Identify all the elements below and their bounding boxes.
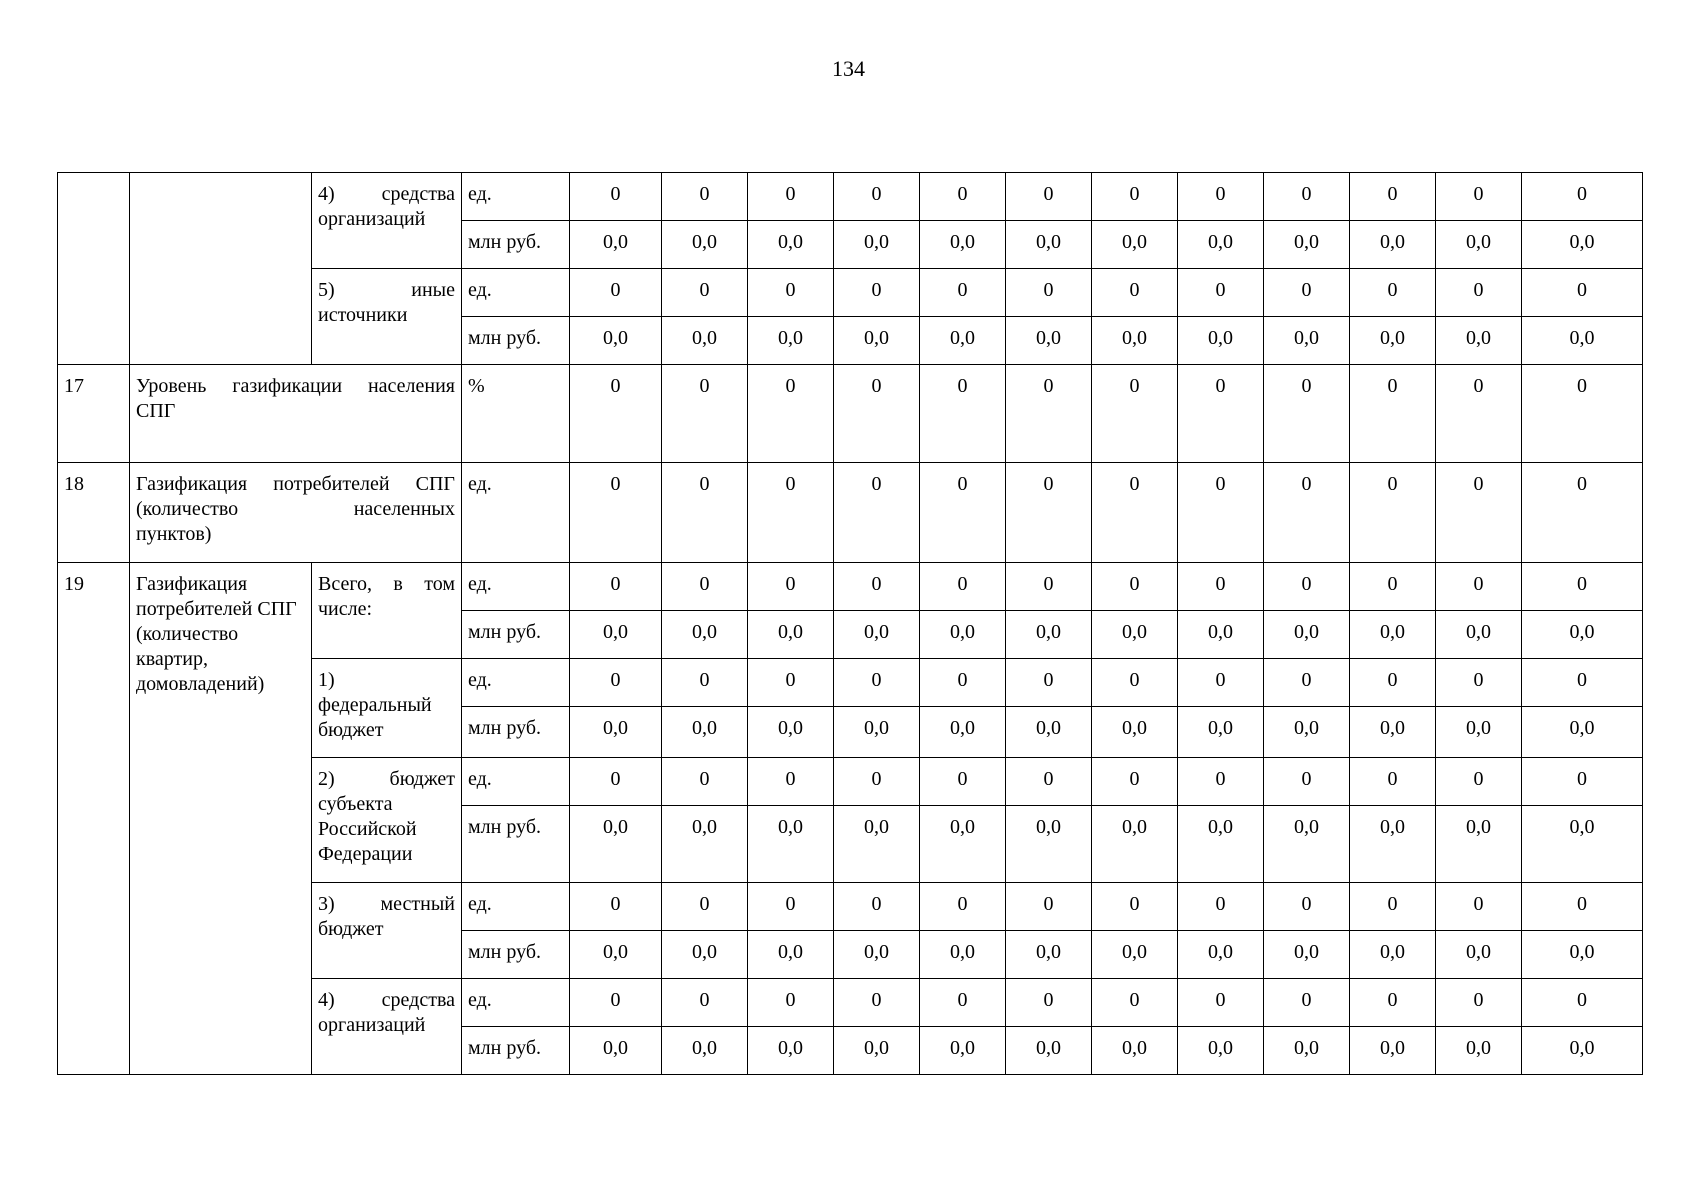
value-cell: 0,0: [1092, 611, 1178, 659]
value-cell: 0: [1350, 979, 1436, 1027]
value-cell: 0: [662, 173, 748, 221]
value-cell: 0: [1006, 758, 1092, 806]
value-cell: 0: [1522, 758, 1643, 806]
value-cell: 0: [570, 883, 662, 931]
value-cell: 0: [834, 563, 920, 611]
unit-cell: ед.: [462, 659, 570, 707]
value-cell: 0,0: [1092, 806, 1178, 883]
value-cell: 0,0: [1006, 707, 1092, 758]
value-cell: 0,0: [834, 707, 920, 758]
value-cell: 0,0: [570, 806, 662, 883]
value-cell: 0,0: [1006, 806, 1092, 883]
unit-cell: ед.: [462, 173, 570, 221]
value-cell: 0,0: [662, 1027, 748, 1075]
source-label: 5) иные: [318, 279, 455, 301]
value-cell: 0,0: [920, 931, 1006, 979]
source-label: организаций: [318, 1014, 426, 1036]
value-cell: 0,0: [1178, 611, 1264, 659]
row-number-cell: 19: [58, 563, 130, 1075]
unit-cell: млн руб.: [462, 221, 570, 269]
indicator-cell: [130, 173, 312, 365]
value-cell: 0,0: [1350, 806, 1436, 883]
value-cell: 0,0: [1006, 317, 1092, 365]
unit-cell: млн руб.: [462, 611, 570, 659]
source-cell: [312, 883, 462, 979]
value-cell: 0: [1006, 659, 1092, 707]
value-cell: 0,0: [748, 221, 834, 269]
source-cell: [312, 758, 462, 883]
table-row: [58, 563, 1643, 611]
indicator-label: пунктов): [136, 523, 212, 545]
source-cell: [312, 269, 462, 365]
value-cell: 0,0: [570, 1027, 662, 1075]
value-cell: 0,0: [1178, 806, 1264, 883]
value-cell: 0: [1178, 883, 1264, 931]
indicator-cell: Уровень газификации населения СПГ: [130, 365, 462, 463]
value-cell: 0,0: [1264, 221, 1350, 269]
value-cell: 0,0: [1092, 931, 1178, 979]
source-label: субъекта Российской Федерации: [318, 793, 417, 865]
value-cell: 0,0: [1264, 707, 1350, 758]
value-cell: 0,0: [570, 611, 662, 659]
value-cell: 0: [1092, 659, 1178, 707]
value-cell: 0: [1178, 979, 1264, 1027]
value-cell: 0: [834, 979, 920, 1027]
value-cell: 0,0: [748, 317, 834, 365]
source-label: организаций: [318, 208, 426, 230]
value-cell: 0,0: [1006, 611, 1092, 659]
value-cell: 0: [1350, 365, 1436, 463]
value-cell: 0: [570, 173, 662, 221]
row-number-cell: [58, 173, 130, 365]
value-cell: 0,0: [662, 221, 748, 269]
value-cell: 0: [1436, 979, 1522, 1027]
value-cell: 0,0: [1436, 931, 1522, 979]
value-cell: 0,0: [834, 611, 920, 659]
value-cell: 0: [1350, 269, 1436, 317]
value-cell: 0,0: [920, 611, 1006, 659]
value-cell: 0: [1436, 563, 1522, 611]
value-cell: 0: [1522, 365, 1643, 463]
value-cell: 0: [1264, 463, 1350, 563]
value-cell: 0: [1264, 563, 1350, 611]
value-cell: 0,0: [834, 806, 920, 883]
value-cell: 0: [570, 463, 662, 563]
value-cell: 0: [1264, 173, 1350, 221]
unit-cell: ед.: [462, 979, 570, 1027]
row-number-cell: 17: [58, 365, 130, 463]
value-cell: 0,0: [1436, 707, 1522, 758]
source-label: бюджет: [318, 719, 384, 741]
value-cell: 0,0: [1092, 317, 1178, 365]
value-cell: 0,0: [1006, 1027, 1092, 1075]
value-cell: 0,0: [1006, 221, 1092, 269]
value-cell: 0: [748, 365, 834, 463]
unit-cell: %: [462, 365, 570, 463]
value-cell: 0: [1006, 979, 1092, 1027]
value-cell: 0,0: [570, 931, 662, 979]
value-cell: 0,0: [748, 611, 834, 659]
value-cell: 0: [1006, 173, 1092, 221]
page-number: 134: [832, 56, 865, 81]
value-cell: 0: [1436, 659, 1522, 707]
value-cell: 0,0: [1264, 931, 1350, 979]
value-cell: 0: [1006, 269, 1092, 317]
value-cell: 0: [920, 463, 1006, 563]
value-cell: 0,0: [748, 931, 834, 979]
value-cell: 0: [920, 563, 1006, 611]
value-cell: 0,0: [570, 317, 662, 365]
value-cell: 0: [1178, 173, 1264, 221]
value-cell: 0: [1092, 365, 1178, 463]
table-row: [58, 365, 1643, 463]
source-cell: [312, 659, 462, 758]
value-cell: 0: [1006, 463, 1092, 563]
value-cell: 0: [662, 979, 748, 1027]
indicator-table: [57, 172, 1643, 1075]
unit-cell: ед.: [462, 269, 570, 317]
value-cell: 0: [1350, 659, 1436, 707]
value-cell: 0: [662, 269, 748, 317]
value-cell: 0: [748, 173, 834, 221]
value-cell: 0,0: [1092, 1027, 1178, 1075]
value-cell: 0,0: [662, 317, 748, 365]
value-cell: 0,0: [1350, 1027, 1436, 1075]
value-cell: 0: [920, 269, 1006, 317]
value-cell: 0,0: [1264, 806, 1350, 883]
value-cell: 0: [570, 979, 662, 1027]
value-cell: 0: [748, 463, 834, 563]
value-cell: 0,0: [1436, 221, 1522, 269]
value-cell: 0,0: [1350, 317, 1436, 365]
value-cell: 0,0: [1092, 707, 1178, 758]
value-cell: 0: [748, 563, 834, 611]
value-cell: 0: [1522, 563, 1643, 611]
value-cell: 0: [1092, 463, 1178, 563]
value-cell: 0: [1436, 883, 1522, 931]
value-cell: 0: [920, 979, 1006, 1027]
value-cell: 0: [1006, 883, 1092, 931]
source-label: 3) местный: [318, 893, 455, 915]
value-cell: 0,0: [1178, 317, 1264, 365]
value-cell: 0,0: [834, 317, 920, 365]
value-cell: 0,0: [570, 707, 662, 758]
value-cell: 0,0: [920, 806, 1006, 883]
value-cell: 0: [920, 659, 1006, 707]
source-label: 1): [318, 669, 335, 691]
indicator-cell: Газификация потребителей СПГ (количество квартир, домовладений): [130, 563, 312, 1075]
value-cell: 0,0: [1264, 611, 1350, 659]
value-cell: 0: [920, 758, 1006, 806]
value-cell: 0,0: [1436, 806, 1522, 883]
value-cell: 0: [1522, 979, 1643, 1027]
value-cell: 0,0: [1178, 221, 1264, 269]
value-cell: 0,0: [1092, 221, 1178, 269]
unit-cell: млн руб.: [462, 317, 570, 365]
unit-cell: млн руб.: [462, 1027, 570, 1075]
value-cell: 0: [1178, 758, 1264, 806]
value-cell: 0,0: [1522, 806, 1643, 883]
value-cell: 0: [662, 563, 748, 611]
value-cell: 0: [1350, 463, 1436, 563]
value-cell: 0,0: [1436, 317, 1522, 365]
value-cell: 0: [748, 979, 834, 1027]
value-cell: 0: [662, 463, 748, 563]
value-cell: 0,0: [1178, 1027, 1264, 1075]
value-cell: 0: [748, 659, 834, 707]
source-label: 4) средства: [318, 989, 455, 1011]
value-cell: 0: [920, 883, 1006, 931]
value-cell: 0,0: [1350, 707, 1436, 758]
value-cell: 0: [1092, 979, 1178, 1027]
row-number-cell: 18: [58, 463, 130, 563]
value-cell: 0,0: [1522, 707, 1643, 758]
value-cell: 0: [1264, 883, 1350, 931]
value-cell: 0: [748, 883, 834, 931]
value-cell: 0: [570, 659, 662, 707]
value-cell: 0: [1522, 463, 1643, 563]
value-cell: 0: [1264, 758, 1350, 806]
value-cell: 0: [662, 365, 748, 463]
value-cell: 0,0: [1522, 611, 1643, 659]
unit-cell: ед.: [462, 463, 570, 563]
value-cell: 0: [1436, 758, 1522, 806]
value-cell: 0: [570, 269, 662, 317]
value-cell: 0,0: [1350, 931, 1436, 979]
table-row: [58, 173, 1643, 221]
source-label: бюджет: [318, 918, 384, 940]
source-cell: [312, 979, 462, 1075]
value-cell: 0: [1436, 365, 1522, 463]
value-cell: 0,0: [662, 806, 748, 883]
unit-cell: ед.: [462, 758, 570, 806]
value-cell: 0,0: [1264, 1027, 1350, 1075]
value-cell: 0,0: [834, 221, 920, 269]
value-cell: 0: [662, 883, 748, 931]
value-cell: 0: [662, 659, 748, 707]
value-cell: 0: [1178, 563, 1264, 611]
value-cell: 0,0: [1178, 931, 1264, 979]
table-body: [58, 173, 1643, 1075]
value-cell: 0: [1522, 269, 1643, 317]
value-cell: 0,0: [662, 611, 748, 659]
unit-cell: ед.: [462, 563, 570, 611]
value-cell: 0: [1092, 269, 1178, 317]
source-label: 4) средства: [318, 183, 455, 205]
value-cell: 0,0: [920, 707, 1006, 758]
indicator-label: (количество населенных: [136, 498, 455, 520]
value-cell: 0: [1264, 269, 1350, 317]
value-cell: 0,0: [834, 931, 920, 979]
value-cell: 0: [1178, 659, 1264, 707]
value-cell: 0: [834, 269, 920, 317]
value-cell: 0: [1092, 173, 1178, 221]
value-cell: 0,0: [1436, 1027, 1522, 1075]
value-cell: 0: [1350, 173, 1436, 221]
source-cell: [312, 563, 462, 659]
value-cell: 0: [748, 269, 834, 317]
value-cell: 0: [748, 758, 834, 806]
value-cell: 0,0: [834, 1027, 920, 1075]
value-cell: 0,0: [1522, 1027, 1643, 1075]
value-cell: 0,0: [1178, 707, 1264, 758]
value-cell: 0: [834, 659, 920, 707]
value-cell: 0: [1092, 883, 1178, 931]
value-cell: 0: [834, 758, 920, 806]
source-label: федеральный: [318, 694, 432, 716]
value-cell: 0: [1436, 173, 1522, 221]
value-cell: 0,0: [920, 221, 1006, 269]
value-cell: 0: [570, 365, 662, 463]
value-cell: 0,0: [920, 1027, 1006, 1075]
value-cell: 0: [1522, 659, 1643, 707]
table-row: [58, 463, 1643, 563]
value-cell: 0: [834, 883, 920, 931]
value-cell: 0,0: [1522, 221, 1643, 269]
unit-cell: млн руб.: [462, 707, 570, 758]
value-cell: 0: [1522, 883, 1643, 931]
value-cell: 0: [1522, 173, 1643, 221]
value-cell: 0,0: [1436, 611, 1522, 659]
value-cell: 0,0: [662, 931, 748, 979]
value-cell: 0: [1264, 979, 1350, 1027]
value-cell: 0: [1350, 758, 1436, 806]
indicator-label: Газификация потребителей СПГ: [136, 473, 455, 495]
value-cell: 0: [834, 173, 920, 221]
value-cell: 0,0: [920, 317, 1006, 365]
value-cell: 0,0: [662, 707, 748, 758]
value-cell: 0: [1178, 463, 1264, 563]
value-cell: 0,0: [748, 806, 834, 883]
value-cell: 0: [1264, 659, 1350, 707]
value-cell: 0: [1006, 563, 1092, 611]
indicator-cell: [130, 463, 462, 563]
value-cell: 0,0: [570, 221, 662, 269]
value-cell: 0: [1178, 365, 1264, 463]
value-cell: 0: [1350, 563, 1436, 611]
value-cell: 0,0: [1350, 611, 1436, 659]
unit-cell: млн руб.: [462, 806, 570, 883]
value-cell: 0,0: [1264, 317, 1350, 365]
value-cell: 0: [570, 758, 662, 806]
value-cell: 0: [1006, 365, 1092, 463]
value-cell: 0,0: [748, 707, 834, 758]
source-label: 2) бюджет: [318, 768, 455, 790]
value-cell: 0,0: [1522, 317, 1643, 365]
source-label: Всего, в том: [318, 573, 455, 595]
source-cell: [312, 173, 462, 269]
unit-cell: ед.: [462, 883, 570, 931]
source-label: числе:: [318, 598, 373, 620]
value-cell: 0: [920, 365, 1006, 463]
value-cell: 0: [1264, 365, 1350, 463]
value-cell: 0: [1178, 269, 1264, 317]
value-cell: 0: [1436, 269, 1522, 317]
value-cell: 0: [662, 758, 748, 806]
value-cell: 0: [1092, 563, 1178, 611]
value-cell: 0,0: [748, 1027, 834, 1075]
value-cell: 0: [1436, 463, 1522, 563]
value-cell: 0,0: [1350, 221, 1436, 269]
value-cell: 0,0: [1522, 931, 1643, 979]
value-cell: 0: [1350, 883, 1436, 931]
value-cell: 0: [834, 365, 920, 463]
value-cell: 0: [834, 463, 920, 563]
source-label: источники: [318, 304, 408, 326]
value-cell: 0: [1092, 758, 1178, 806]
value-cell: 0: [570, 563, 662, 611]
value-cell: 0,0: [1006, 931, 1092, 979]
unit-cell: млн руб.: [462, 931, 570, 979]
value-cell: 0: [920, 173, 1006, 221]
